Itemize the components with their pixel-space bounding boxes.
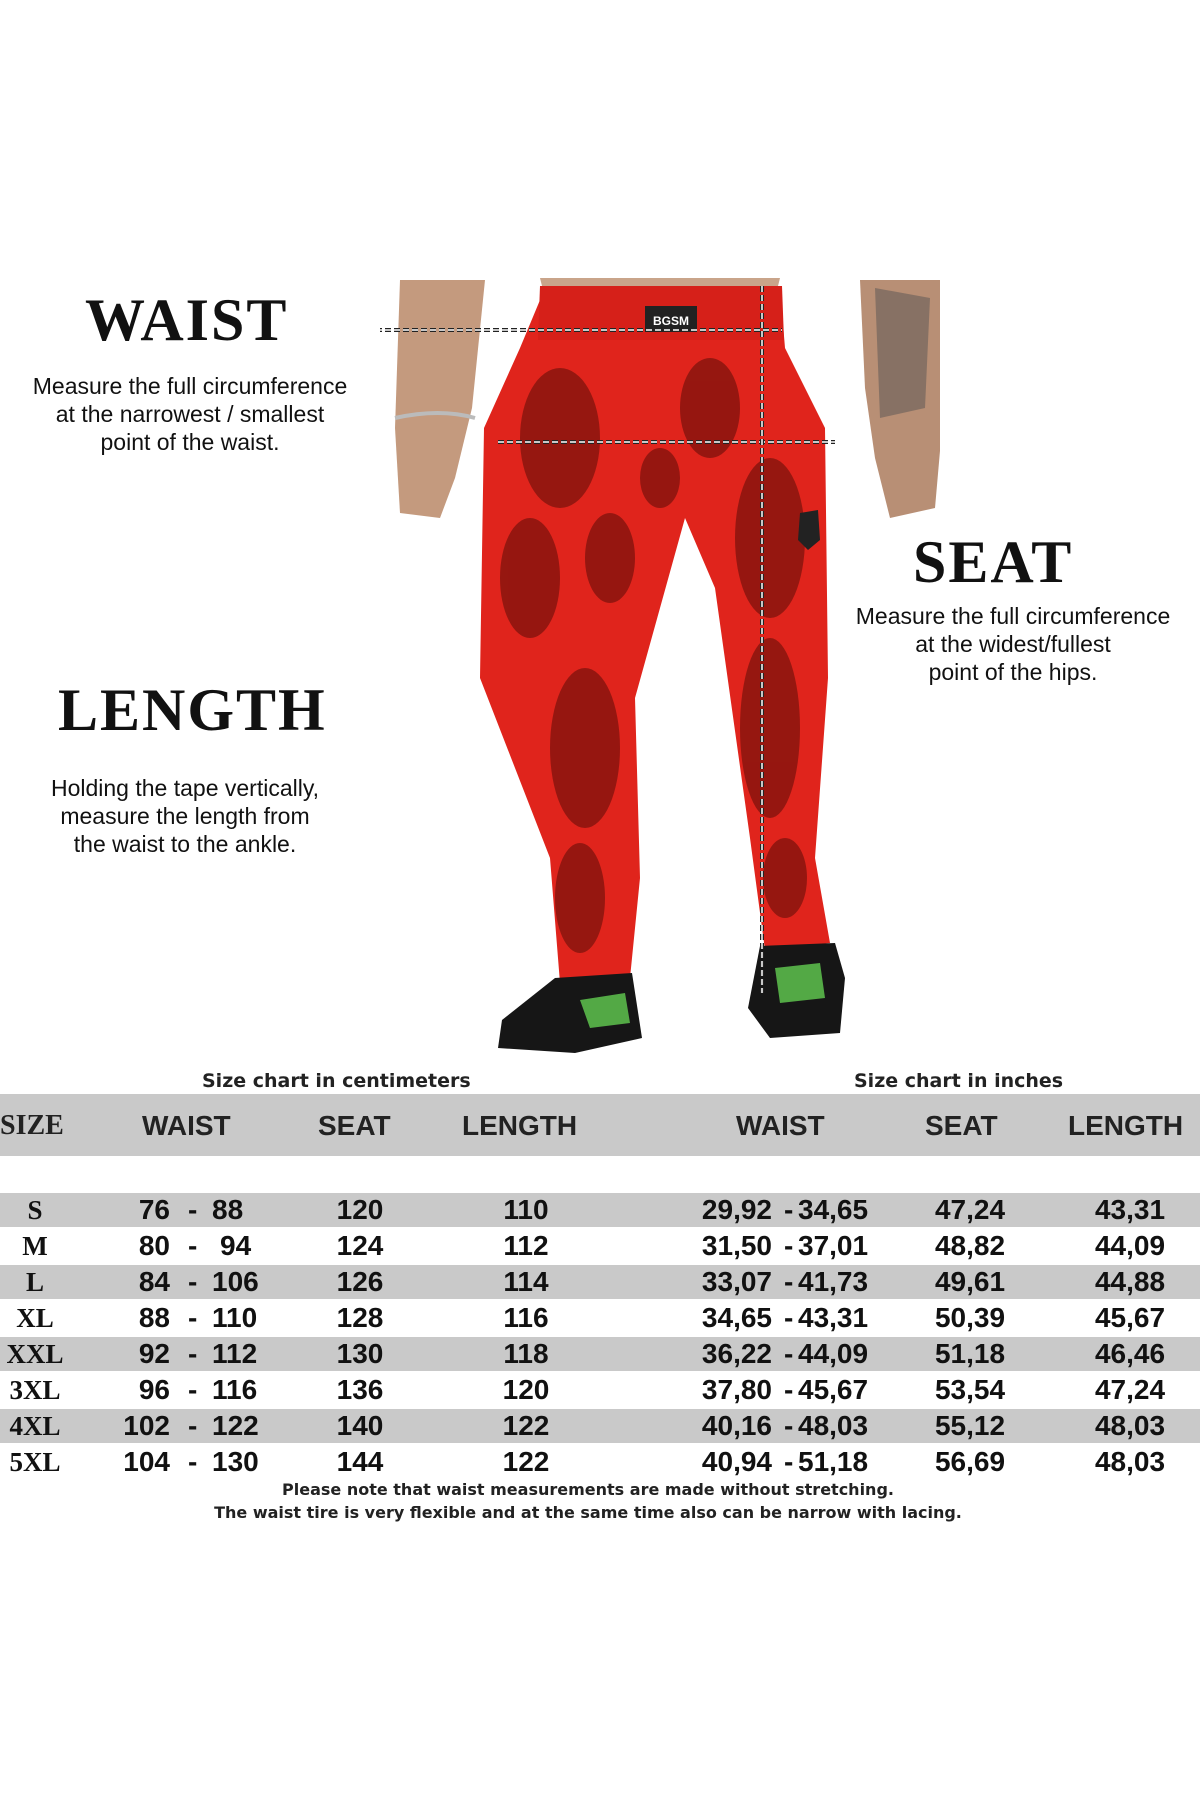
length-in: 44,09	[1094, 1230, 1166, 1261]
waist-in-min: 33,07	[701, 1266, 772, 1297]
waist-cm-min: 80	[138, 1230, 170, 1261]
waist-in-min: 37,80	[701, 1374, 772, 1405]
waist-in-max: 41,73	[798, 1266, 869, 1297]
waist-in-min: 34,65	[701, 1302, 772, 1333]
range-dash: -	[784, 1230, 794, 1261]
waist-note: Please note that waist measurements are made without stretching.	[282, 1480, 894, 1499]
length-cm: 118	[503, 1338, 549, 1369]
size-cell: XL	[16, 1303, 54, 1333]
waist-cm-min: 84	[138, 1266, 170, 1297]
seat-in: 49,61	[934, 1266, 1006, 1297]
seat-cm: 136	[336, 1374, 384, 1405]
table-row	[0, 1373, 1200, 1407]
header-seat-cm: SEAT	[318, 1110, 391, 1141]
table-row	[0, 1409, 1200, 1443]
seat-cm: 124	[336, 1230, 384, 1261]
length-desc-line: Holding the tape vertically,	[50, 775, 320, 801]
seat-in: 53,54	[934, 1374, 1006, 1405]
length-cm: 112	[503, 1230, 549, 1261]
seat-in: 56,69	[934, 1446, 1006, 1477]
waist-cm-max: 106	[212, 1266, 259, 1297]
range-dash: -	[188, 1230, 198, 1261]
size-cell: XXL	[6, 1339, 64, 1369]
length-cm: 120	[502, 1374, 550, 1405]
waist-cm-max: 110	[212, 1302, 258, 1333]
waist-cm-max: 112	[212, 1338, 258, 1369]
waist-cm-max: 130	[212, 1446, 259, 1477]
waist-in-max: 45,67	[798, 1374, 869, 1405]
table-row	[0, 1301, 1200, 1335]
seat-cm: 144	[336, 1446, 384, 1477]
range-dash: -	[784, 1446, 794, 1477]
size-cell: 3XL	[9, 1375, 61, 1405]
seat-in: 55,12	[934, 1410, 1006, 1441]
seat-cm: 120	[336, 1194, 384, 1225]
seat-desc-line: Measure the full circumference	[855, 603, 1171, 629]
lacing-note: The waist tire is very flexible and at the same time also can be narrow with lacing.	[214, 1503, 962, 1522]
waist-in-min: 40,16	[701, 1410, 772, 1441]
range-dash: -	[188, 1446, 198, 1477]
cm-chart-caption: Size chart in centimeters	[202, 1070, 471, 1092]
length-cm: 110	[503, 1194, 549, 1225]
waist-in-max: 37,01	[798, 1230, 869, 1261]
header-length-in: LENGTH	[1068, 1110, 1184, 1141]
length-in: 48,03	[1094, 1410, 1166, 1441]
seat-cm: 140	[336, 1410, 384, 1441]
seat-heading: SEAT	[913, 529, 1074, 595]
waist-in-min: 36,22	[701, 1338, 772, 1369]
seat-in: 47,24	[934, 1194, 1006, 1225]
waist-desc-line: point of the waist.	[100, 429, 280, 455]
length-desc-line: measure the length from	[60, 803, 310, 829]
waist-cm-max: 122	[212, 1410, 259, 1441]
pants-model-illustration	[380, 278, 940, 1093]
length-in: 46,46	[1094, 1338, 1166, 1369]
table-row	[0, 1337, 1200, 1371]
seat-cm: 128	[336, 1302, 384, 1333]
range-dash: -	[188, 1410, 198, 1441]
range-dash: -	[784, 1194, 794, 1225]
range-dash: -	[784, 1302, 794, 1333]
size-cell: 4XL	[9, 1411, 61, 1441]
waist-desc-line: Measure the full circumference	[32, 373, 348, 399]
waist-cm-min: 104	[123, 1446, 170, 1477]
seat-in: 51,18	[934, 1338, 1006, 1369]
waist-in-min: 29,92	[701, 1194, 772, 1225]
range-dash: -	[784, 1374, 794, 1405]
waist-cm-min: 102	[123, 1410, 170, 1441]
length-in: 48,03	[1094, 1446, 1166, 1477]
waist-cm-max: 116	[212, 1374, 258, 1405]
waist-description	[5, 372, 375, 456]
table-row	[0, 1193, 1200, 1227]
length-cm: 116	[503, 1302, 549, 1333]
range-dash: -	[188, 1194, 198, 1225]
seat-cm: 126	[336, 1266, 384, 1297]
range-dash: -	[784, 1338, 794, 1369]
length-description	[0, 774, 370, 858]
waist-cm-max: 94	[220, 1230, 252, 1261]
header-size: SIZE	[0, 1110, 64, 1141]
range-dash: -	[188, 1374, 198, 1405]
waist-in-max: 48,03	[798, 1410, 869, 1441]
waist-cm-min: 96	[138, 1374, 170, 1405]
table-row	[0, 1229, 1200, 1263]
header-waist-in: WAIST	[736, 1110, 825, 1141]
range-dash: -	[188, 1302, 198, 1333]
length-desc-line: the waist to the ankle.	[73, 831, 297, 857]
waist-in-max: 51,18	[798, 1446, 869, 1477]
waist-cm-max: 88	[212, 1194, 244, 1225]
left-arm	[395, 280, 485, 518]
length-in: 43,31	[1094, 1194, 1166, 1225]
waist-cm-min: 88	[138, 1302, 170, 1333]
length-in: 45,67	[1094, 1302, 1166, 1333]
length-heading: LENGTH	[58, 677, 327, 743]
inches-chart-caption: Size chart in inches	[854, 1070, 1064, 1092]
seat-desc-line: at the widest/fullest	[915, 631, 1111, 657]
waist-heading: WAIST	[85, 287, 289, 353]
header-waist-cm: WAIST	[142, 1110, 231, 1141]
waist-cm-min: 92	[138, 1338, 170, 1369]
length-in: 44,88	[1094, 1266, 1166, 1297]
waist-in-max: 34,65	[798, 1194, 869, 1225]
table-row	[0, 1265, 1200, 1299]
range-dash: -	[188, 1266, 198, 1297]
header-length-cm: LENGTH	[462, 1110, 578, 1141]
table-row	[0, 1445, 1200, 1479]
seat-desc-line: point of the hips.	[928, 659, 1098, 685]
range-dash: -	[784, 1410, 794, 1441]
length-in: 47,24	[1094, 1374, 1166, 1405]
header-seat-in: SEAT	[925, 1110, 998, 1141]
size-cell: 5XL	[9, 1447, 61, 1477]
seat-cm: 130	[336, 1338, 384, 1369]
range-dash: -	[188, 1338, 198, 1369]
range-dash: -	[784, 1266, 794, 1297]
seat-in: 48,82	[934, 1230, 1006, 1261]
waist-in-max: 44,09	[798, 1338, 869, 1369]
length-cm: 122	[502, 1410, 550, 1441]
brand-label: BGSM	[653, 314, 689, 328]
waist-in-min: 40,94	[701, 1446, 772, 1477]
waist-in-max: 43,31	[798, 1302, 869, 1333]
waist-desc-line: at the narrowest / smallest	[55, 401, 325, 427]
size-cell: M	[22, 1231, 48, 1261]
waist-cm-min: 76	[138, 1194, 170, 1225]
seat-in: 50,39	[934, 1302, 1006, 1333]
waist-in-min: 31,50	[701, 1230, 772, 1261]
size-cell: S	[27, 1195, 43, 1225]
length-cm: 122	[502, 1446, 550, 1477]
size-cell: L	[25, 1267, 44, 1297]
length-cm: 114	[503, 1266, 549, 1297]
